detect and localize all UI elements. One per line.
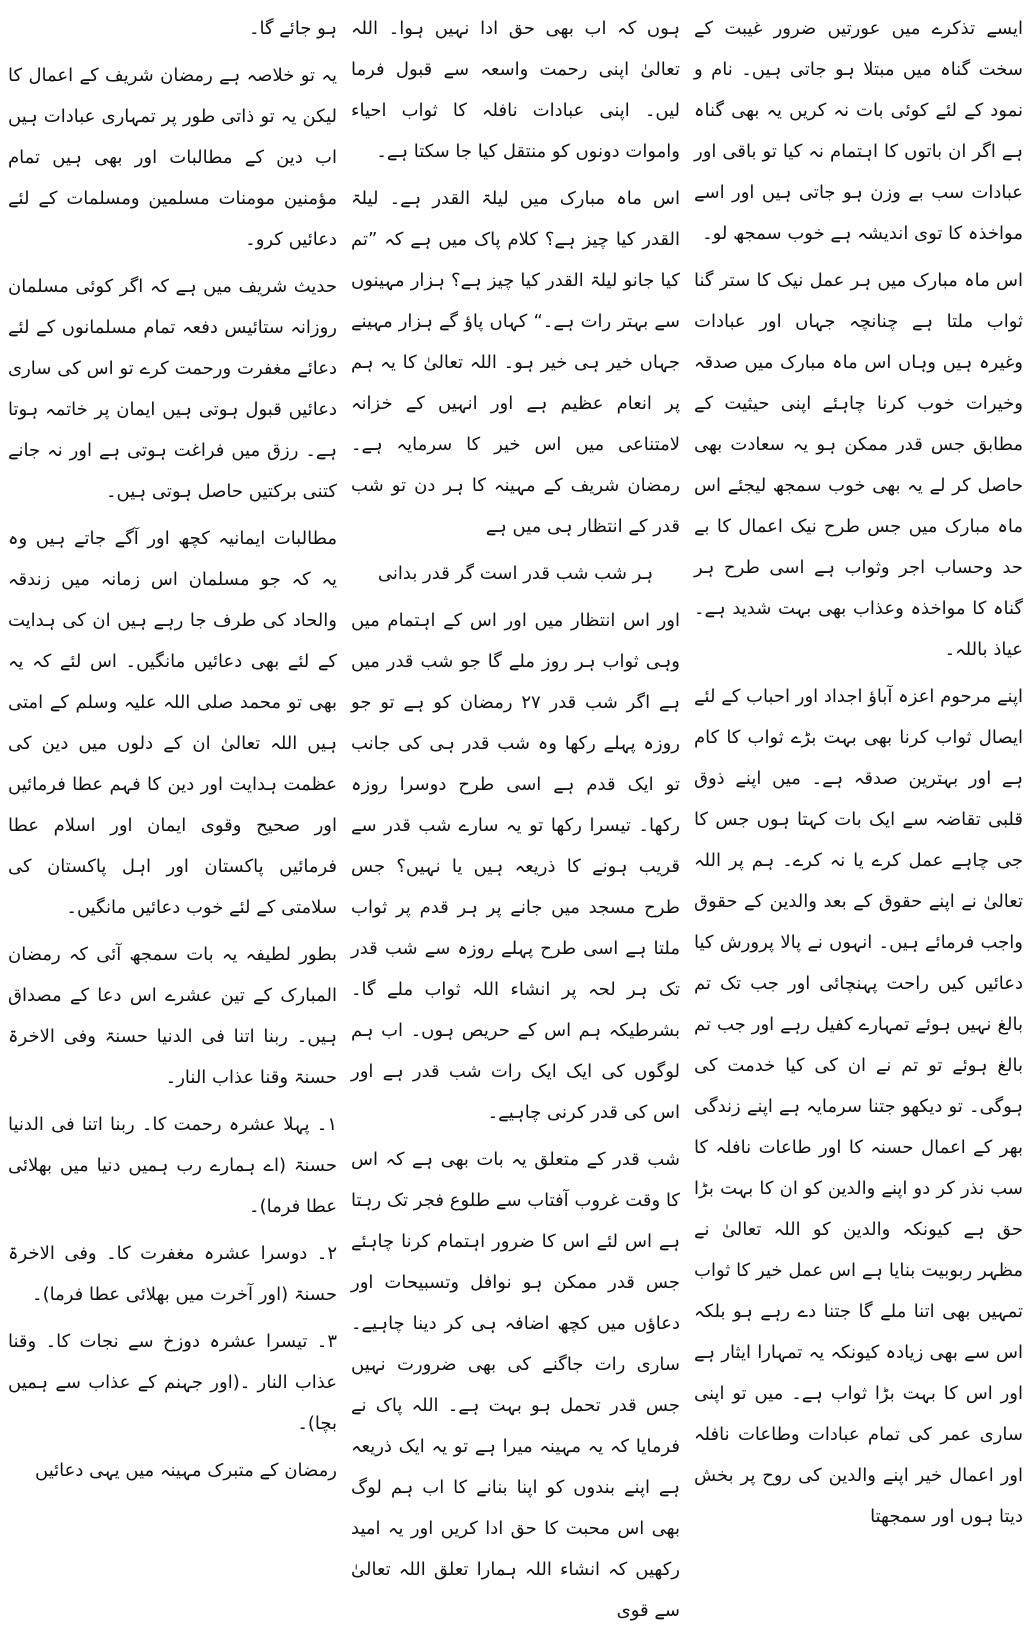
- paragraph: یہ تو خلاصہ ہے رمضان شریف کے اعمال کا لیکن یہ تو ذاتی طور پر تمہاری عبادات ہیں اب دین کے مطالبات اور بھی ہیں تمام مؤمنین مومنات مسلمین ومسلمات کے لئے دعائیں کرو۔: [8, 65, 337, 250]
- paragraph: اپنے مرحوم اعزہ آباؤ اجداد اور احباب کے لئے ایصال ثواب کرنا بھی بہت بڑے ثواب کا کام ہے اور بہترین صدقہ ہے۔ میں اپنے ذوق قلبی تقاضہ سے ایک بات کہتا ہوں جس کا جی چاہے عمل کرے یا نہ کرے۔ ہم پر اللہ تعالیٰ نے اپنے حقوق کے بعد والدین کے حقوق واجب فرمائے ہیں۔ انہوں نے پالا پرورش کیا دعائیں کیں راحت پہنچائی اور جب تک تم بالغ نہیں ہوئے تمہارے کفیل رہے اور جب تم بالغ ہوئے تو تم نے ان کی کیا خدمت کی ہوگی۔ تو دیکھو جتنا سرمایہ ہے اپنے زندگی بھر کے اعمال حسنہ کا اور طاعات نافلہ کا سب نذر کر دو اپنے والدین کو ان کا بہت بڑا حق ہے کیونکہ والدین کو اللہ تعالیٰ نے مظہر ربوبیت بنایا ہے اس عمل خیر کا ثواب تمہیں بھی اتنا ملے گا جتنا دے رہے ہو بلکہ اس سے بھی زیادہ کیونکہ یہ تمہارا ایثار ہے اور اس کا بہت بڑا ثواب ہے۔ میں تو اپنی ساری عمر کی تمام عبادات وطاعات نافلہ اور اعمال خیر اپنے والدین کی روح پر بخش دیتا ہوں اور سمجھتا: [694, 686, 1023, 1527]
- column-middle: [351, 8, 681, 1621]
- paragraph: اس ماہ مبارک میں ہر عمل نیک کا ستر گنا ثواب ملتا ہے چنانچہ جہاں اور عبادات وغیرہ ہیں وہاں اس ماہ مبارک میں صدقہ وخیرات خوب کرنا چاہئے اپنی حیثیت کے مطابق جس قدر ممکن ہو یہ سعادت بھی حاصل کر لے یہ بھی خوب سمجھ لیجئے اس ماہ مبارک میں جس طرح نیک اعمال کا بے حد وحساب اجر وثواب ہے اسی طرح ہر گناہ کا مواخذہ وعذاب بھی بہت شدید ہے۔ عیاذ باللہ۔: [694, 270, 1023, 660]
- paragraph: مطالبات ایمانیہ کچھ اور آگے جاتے ہیں وہ یہ کہ جو مسلمان اس زمانہ میں زندقہ والحاد کی طرف جا رہے ہیں ان کی ہدایت کے لئے بھی دعائیں مانگیں۔ اس لئے کہ یہ بھی تو محمد صلی اللہ علیہ وسلم کے امتی ہیں اللہ تعالیٰ ان کے دلوں میں دین کی عظمت ہدایت اور دین کا فہم عطا فرمائیں اور صحیح وقوی ایمان اور اسلام عطا فرمائیں پاکستان اور اہل پاکستان کی سلامتی کے لئے خوب دعائیں مانگیں۔: [8, 528, 337, 918]
- list-item: ۳۔ تیسرا عشرہ دوزخ سے نجات کا۔ وقنا عذاب النار ۔(اور جہنم کے عذاب سے ہمیں بچا)۔: [8, 1331, 337, 1434]
- paragraph: حدیث شریف میں ہے کہ اگر کوئی مسلمان روزانہ ستائیس دفعہ تمام مسلمانوں کے لئے دعائے مغفرت ورحمت کرے تو اس کی ساری دعائیں قبول ہوتی ہیں ایمان پر خاتمہ ہوتا ہے۔ رزق میں فراغت ہوتی ہے اور نہ جانے کتنی برکتیں حاصل ہوتی ہیں۔: [8, 276, 337, 502]
- paragraph: ایسے تذکرے میں عورتیں ضرور غیبت کے سخت گناہ میں مبتلا ہو جاتی ہیں۔ نام و نمود کے لئے کوئی بات نہ کریں یہ بھی گناہ ہے اگر ان باتوں کا اہتمام نہ کیا تو باقی اور عبادات سب بے وزن ہو جاتی ہیں اور اسے مواخذہ کا توی اندیشہ ہے خوب سمجھ لو۔: [694, 18, 1023, 244]
- column-right: [694, 8, 1023, 1527]
- paragraph: رمضان کے متبرک مہینہ میں یہی دعائیں: [35, 1460, 337, 1481]
- column-left: [8, 8, 337, 1481]
- paragraph: ہو جائے گا۔: [248, 18, 337, 39]
- list-item: ۱۔ پہلا عشرہ رحمت کا۔ ربنا اتنا فی الدنیا حسنۃ (اے ہمارے رب ہمیں دنیا میں بھلائی عطا فرما)۔: [8, 1114, 337, 1217]
- text-columns: [8, 8, 1023, 1621]
- verse-line: ہر شب شب قدر است گر قدر بدانی: [377, 563, 654, 584]
- paragraph: ہوں کہ اب بھی حق ادا نہیں ہوا۔ اللہ تعالیٰ اپنی رحمت واسعہ سے قبول فرما لیں۔ اپنی عبادات نافلہ کا ثواب احیاء واموات دونوں کو منتقل کیا جا سکتا ہے۔: [351, 18, 680, 162]
- paragraph: شب قدر کے متعلق یہ بات بھی ہے کہ اس کا وقت غروب آفتاب سے طلوع فجر تک رہتا ہے اس لئے اس کا ضرور اہتمام کرنا چاہئے جس قدر ممکن ہو نوافل وتسبیحات اور دعاؤں میں کچھ اضافہ ہی کر دینا چاہیے۔ ساری رات جاگنے کی بھی ضرورت نہیں جس قدر تحمل ہو بہت ہے۔ اللہ پاک نے فرمایا کہ یہ مہینہ میرا ہے تو یہ ایک ذریعہ ہے اپنے بندوں کو اپنا بنانے کا اب ہم لوگ بھی اس محبت کا حق ادا کریں اور یہ امید رکھیں کہ انشاء اللہ ہمارا تعلق اللہ تعالیٰ سے قوی: [351, 1149, 680, 1621]
- list-item: ۲۔ دوسرا عشرہ مغفرت کا۔ وفی الاخرۃ حسنۃ (اور آخرت میں بھلائی عطا فرما)۔: [8, 1243, 337, 1305]
- paragraph: اور اس انتظار میں اور اس کے اہتمام میں وہی ثواب ہر روز ملے گا جو شب قدر میں ہے اگر شب قدر ۲۷ رمضان کو ہے تو جو روزہ پہلے رکھا وہ شب قدر ہی کی جانب تو ایک قدم ہے اسی طرح دوسرا روزہ رکھا۔ تیسرا رکھا تو یہ سارے شب قدر سے قریب ہونے کا ذریعہ ہیں یا نہیں؟ جس طرح مسجد میں جانے پر ہر قدم پر ثواب ملتا ہے اسی طرح پہلے روزہ سے شب قدر تک ہر لحہ پر انشاء اللہ ثواب ملے گا۔ بشرطیکہ ہم اس کے حریص ہوں۔ اب ہم لوگوں کی ایک ایک رات شب قدر ہے اور اس کی قدر کرنی چاہیے۔: [351, 610, 681, 1123]
- paragraph: اس ماہ مبارک میں لیلۃ القدر ہے۔ لیلۃ القدر کیا چیز ہے؟ کلام پاک میں ہے کہ ”تم کیا جانو لیلۃ القدر کیا چیز ہے؟ ہزار مہینوں سے بہتر رات ہے۔“ کہاں پاؤ گے ہزار مہینے جہاں خیر ہی خیر ہو۔ اللہ تعالیٰ کا یہ ہم پر انعام عظیم ہے اور انہیں کے خزانہ لامتناعی میں اس خیر کا سرمایہ ہے۔ رمضان شریف کے مہینہ کا ہر دن تو شب قدر کے انتظار ہی میں ہے: [351, 188, 680, 537]
- paragraph: بطور لطیفہ یہ بات سمجھ آئی کہ رمضان المبارک کے تین عشرے اس دعا کے مصداق ہیں۔ ربنا اتنا فی الدنیا حسنۃ وفی الاخرۃ حسنۃ وقنا عذاب النار۔: [8, 944, 337, 1088]
